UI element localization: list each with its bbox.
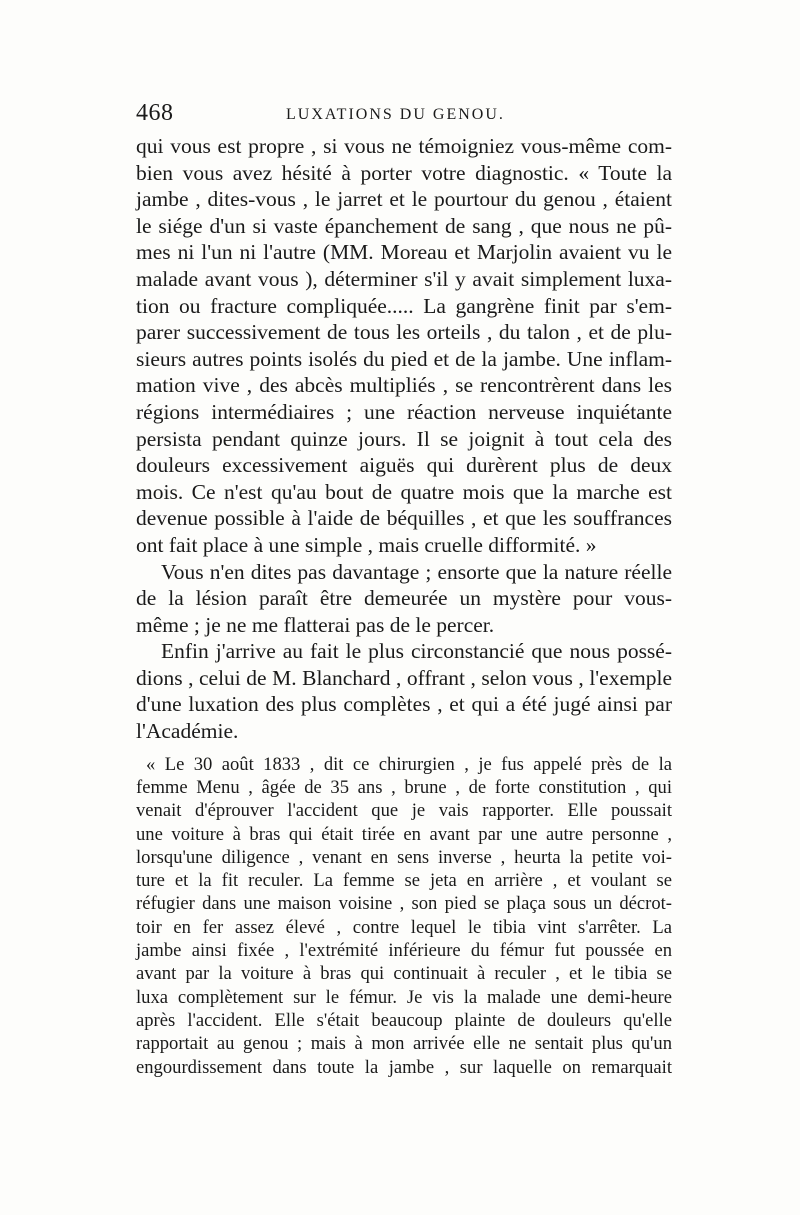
text-line: de la lésion paraît être demeurée un mystère pour vous-: [136, 586, 672, 611]
page-number: 468: [136, 100, 174, 126]
text-line: Enfin j'arrive au fait le plus circonstancié que nous possé-: [161, 639, 672, 664]
quote-line: jambe ainsi fixée , l'extrémité inférieure du fémur fut poussée en: [136, 940, 672, 962]
quote-line: engourdissement dans toute la jambe , sur laquelle on remarquait: [136, 1056, 672, 1078]
text-line: mois. Ce n'est qu'au bout de quatre mois que la marche est: [136, 479, 672, 504]
text-line: d'une luxation des plus complètes , et qui a été jugé ainsi par: [136, 692, 672, 717]
quote-line: avant par la voiture à bras qui continuait à reculer , et le tibia se: [136, 963, 672, 985]
text-line: parer successivement de tous les orteils , du talon , et de plu-: [136, 320, 672, 345]
body-text: [136, 133, 672, 1079]
text-line: dions , celui de M. Blanchard , offrant , selon vous , l'exemple: [136, 665, 672, 690]
quote-line: « Le 30 août 1833 , dit ce chirurgien , je fus appelé près de la: [146, 753, 672, 775]
quote-line: une voiture à bras qui était tirée en avant par une autre personne ,: [136, 823, 672, 845]
quote-line: venait d'éprouver l'accident que je vais rapporter. Elle poussait: [136, 800, 672, 822]
running-head: LUXATIONS DU GENOU.: [286, 106, 505, 123]
quote-line: réfugier dans une maison voisine , son pied se plaça sous un décrot-: [136, 893, 672, 915]
text-line: persista pendant quinze jours. Il se joignit à tout cela des: [136, 426, 672, 451]
quote-line: ture et la fit reculer. La femme se jeta en arrière , et voulant se: [136, 870, 672, 892]
quote-line: lorsqu'une diligence , venant en sens inverse , heurta la petite voi-: [136, 846, 672, 868]
quote-line: toir en fer assez élevé , contre lequel le tibia vint s'arrêter. La: [136, 916, 672, 938]
quote-line: après l'accident. Elle s'était beaucoup plainte de douleurs qu'elle: [136, 1009, 672, 1031]
text-line: l'Académie.: [136, 719, 239, 744]
text-line: ont fait place à une simple , mais cruelle difformité. »: [136, 532, 597, 557]
text-line: devenue possible à l'aide de béquilles , et que les souffrances: [136, 506, 672, 531]
text-line: Vous n'en dites pas davantage ; ensorte que la nature réelle: [161, 559, 672, 584]
paragraph-1: [136, 133, 672, 559]
text-line: jambe , dites-vous , le jarret et le pourtour du genou , étaient: [136, 187, 672, 212]
text-line: bien vous avez hésité à porter votre diagnostic. « Toute la: [136, 160, 672, 185]
text-line: le siége d'un si vaste épanchement de sang , que nous ne pû-: [136, 213, 672, 238]
quote-line: luxa complètement sur le fémur. Je vis la malade une demi-heure: [136, 986, 672, 1008]
text-line: même ; je ne me flatterai pas de le percer.: [136, 612, 495, 637]
text-line: qui vous est propre , si vous ne témoigniez vous-même com-: [136, 134, 672, 158]
text-line: régions intermédiaires ; une réaction nerveuse inquiétante: [136, 399, 672, 424]
paragraph-2: [136, 559, 672, 639]
quote-line: rapportait au genou ; mais à mon arrivée elle ne sentait plus qu'un: [136, 1033, 672, 1055]
text-line: mes ni l'un ni l'autre (MM. Moreau et Marjolin avaient vu le: [136, 240, 672, 265]
text-line: mation vive , des abcès multipliés , se rencontrèrent dans les: [136, 373, 672, 398]
text-line: sieurs autres points isolés du pied et de la jambe. Une inflam-: [136, 346, 672, 371]
text-line: malade avant vous ), déterminer s'il y avait simplement luxa-: [136, 266, 672, 291]
quote-line: femme Menu , âgée de 35 ans , brune , de forte constitution , qui: [136, 776, 672, 798]
quoted-passage: [136, 753, 672, 1079]
paragraph-3: [136, 638, 672, 744]
text-line: tion ou fracture compliquée..... La gangrène finit par s'em-: [136, 293, 672, 318]
text-line: douleurs excessivement aiguës qui durèrent plus de deux: [136, 453, 672, 478]
page-header: [136, 100, 676, 130]
